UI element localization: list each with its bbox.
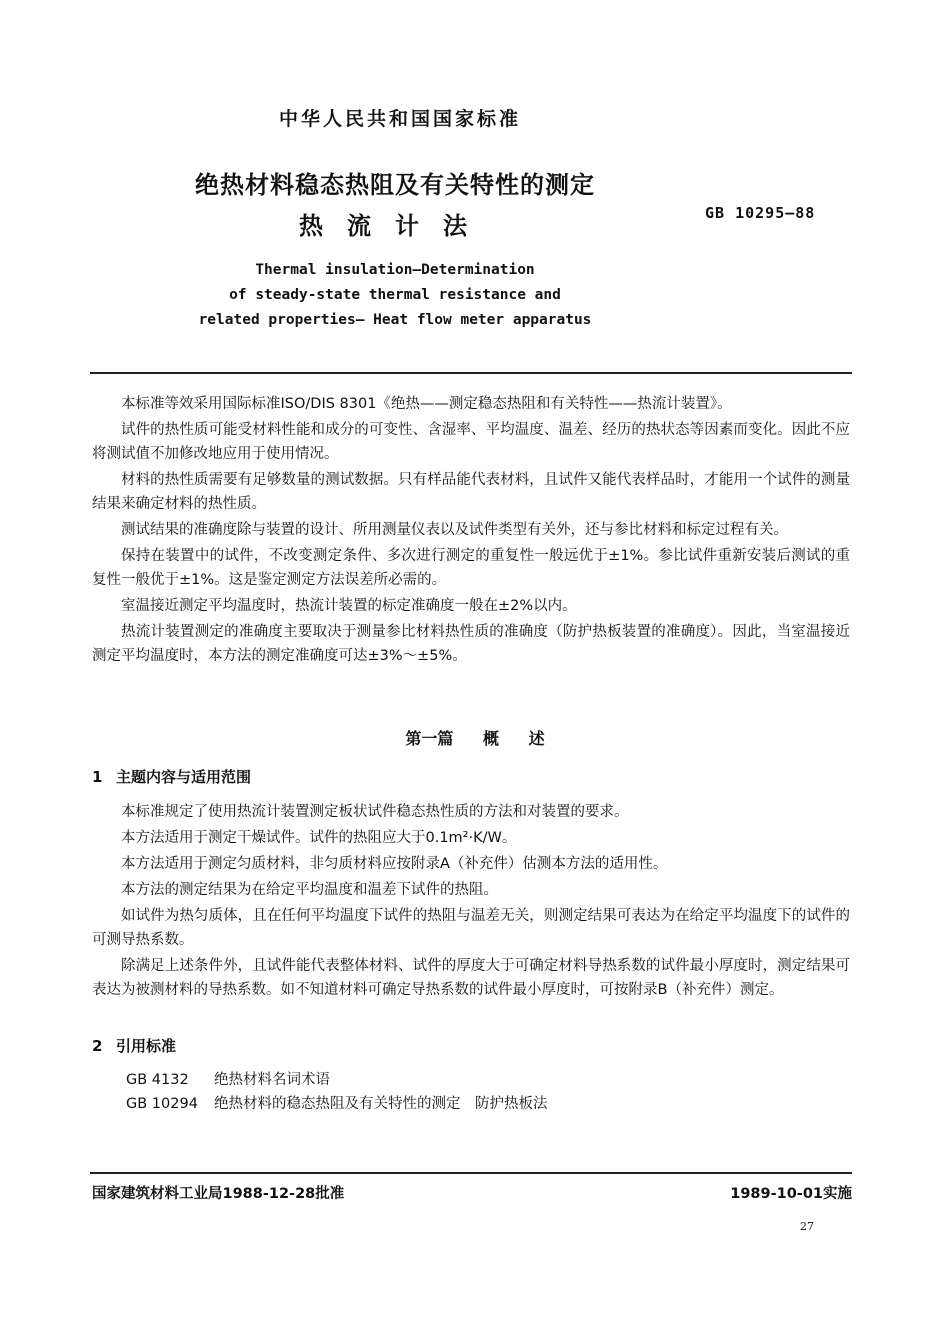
english-title-line: related properties— Heat flow meter apparatus [198,312,592,328]
introduction [92,392,850,670]
part-title-char: 述 [528,729,545,748]
intro-paragraph: 热流计装置测定的准确度主要取决于测量参比材料热性质的准确度（防护热板装置的准确度）。因此，当室温接近测定平均温度时，本方法的测定准确度可达±3%～±5%。 [92,624,850,664]
reference-code: GB 10294 [126,1096,198,1112]
intro-paragraph: 保持在装置中的试件，不改变测定条件、多次进行测定的重复性一般远优于±1%。参比试件重新安装后测试的重复性一般优于±1%。这是鉴定测定方法误差所必需的。 [92,548,850,588]
section-paragraph: 本标准规定了使用热流计装置测定板状试件稳态热性质的方法和对装置的要求。 [121,804,629,820]
section-paragraph: 本方法的测定结果为在给定平均温度和温差下试件的热阻。 [121,882,498,898]
part-heading [0,726,950,749]
intro-paragraph: 本标准等效采用国际标准ISO/DIS 8301《绝热——测定稳态热阻和有关特性——热流计装置》。 [121,396,732,412]
header-divider [90,372,852,374]
reference-item [126,1092,548,1116]
section-number: 1 [92,768,103,786]
intro-paragraph: 测试结果的准确度除与装置的设计、所用测量仪表以及试件类型有关外，还与参比材料和标定过程有关。 [121,522,788,538]
intro-paragraph: 材料的热性质需要有足够数量的测试数据。只有样品能代表材料，且试件又能代表样品时，才能用一个试件的测量结果来确定材料的热性质。 [92,472,850,512]
part-title-char: 概 [482,729,499,748]
section-2-heading [92,1035,176,1056]
reference-code: GB 4132 [126,1072,189,1088]
document-title: 绝热材料稳态热阻及有关特性的测定 [195,171,595,199]
section-number: 2 [92,1037,103,1055]
intro-paragraph: 试件的热性质可能受材料性能和成分的可变性、含湿率、平均温度、温差、经历的热状态等因素而变化。因此不应将测试值不加修改地应用于使用情况。 [92,422,850,462]
section-title: 主题内容与适用范围 [116,768,252,786]
page-number: 27 [800,1220,814,1233]
section-paragraph: 本方法适用于测定匀质材料，非匀质材料应按附录A（补充件）估测本方法的适用性。 [121,856,668,872]
section-paragraph: 如试件为热匀质体，且在任何平均温度下试件的热阻与温差无关，则测定结果可表达为在给定平均温度下的试件的可测导热系数。 [92,908,850,948]
intro-paragraph: 室温接近测定平均温度时，热流计装置的标定准确度一般在±2%以内。 [121,598,577,614]
english-title [0,258,790,333]
section-paragraph: 本方法适用于测定干燥试件。试件的热阻应大于0.1m²·K/W。 [121,830,517,846]
part-number: 第一篇 [405,729,454,748]
implementation-date: 1989-10-01实施 [730,1186,852,1202]
reference-item [126,1068,548,1092]
standard-number: GB 10295—88 [705,204,816,222]
national-standard-heading: 中华人民共和国国家标准 [278,108,521,130]
approval-date: 国家建筑材料工业局1988-12-28批准 [92,1186,345,1202]
section-1-body [92,800,850,1004]
section-paragraph: 除满足上述条件外，且试件能代表整体材料、试件的厚度大于可确定材料导热系数的试件最小厚度时，测定结果可表达为被测材料的导热系数。如不知道材料可确定导热系数的试件最小厚度时，可按附录B（补充件）测定。 [92,958,850,998]
document-subtitle: 热流计法 [299,212,491,240]
section-title: 引用标准 [116,1037,177,1055]
english-title-line: of steady-state thermal resistance and [229,287,561,303]
reference-list [126,1068,548,1116]
english-title-line: Thermal insulation—Determination [255,262,535,278]
reference-title: 绝热材料名词术语 [214,1072,330,1088]
reference-title: 绝热材料的稳态热阻及有关特性的测定 防护热板法 [214,1096,548,1112]
footer-divider [90,1172,852,1174]
section-1-heading [92,766,251,787]
